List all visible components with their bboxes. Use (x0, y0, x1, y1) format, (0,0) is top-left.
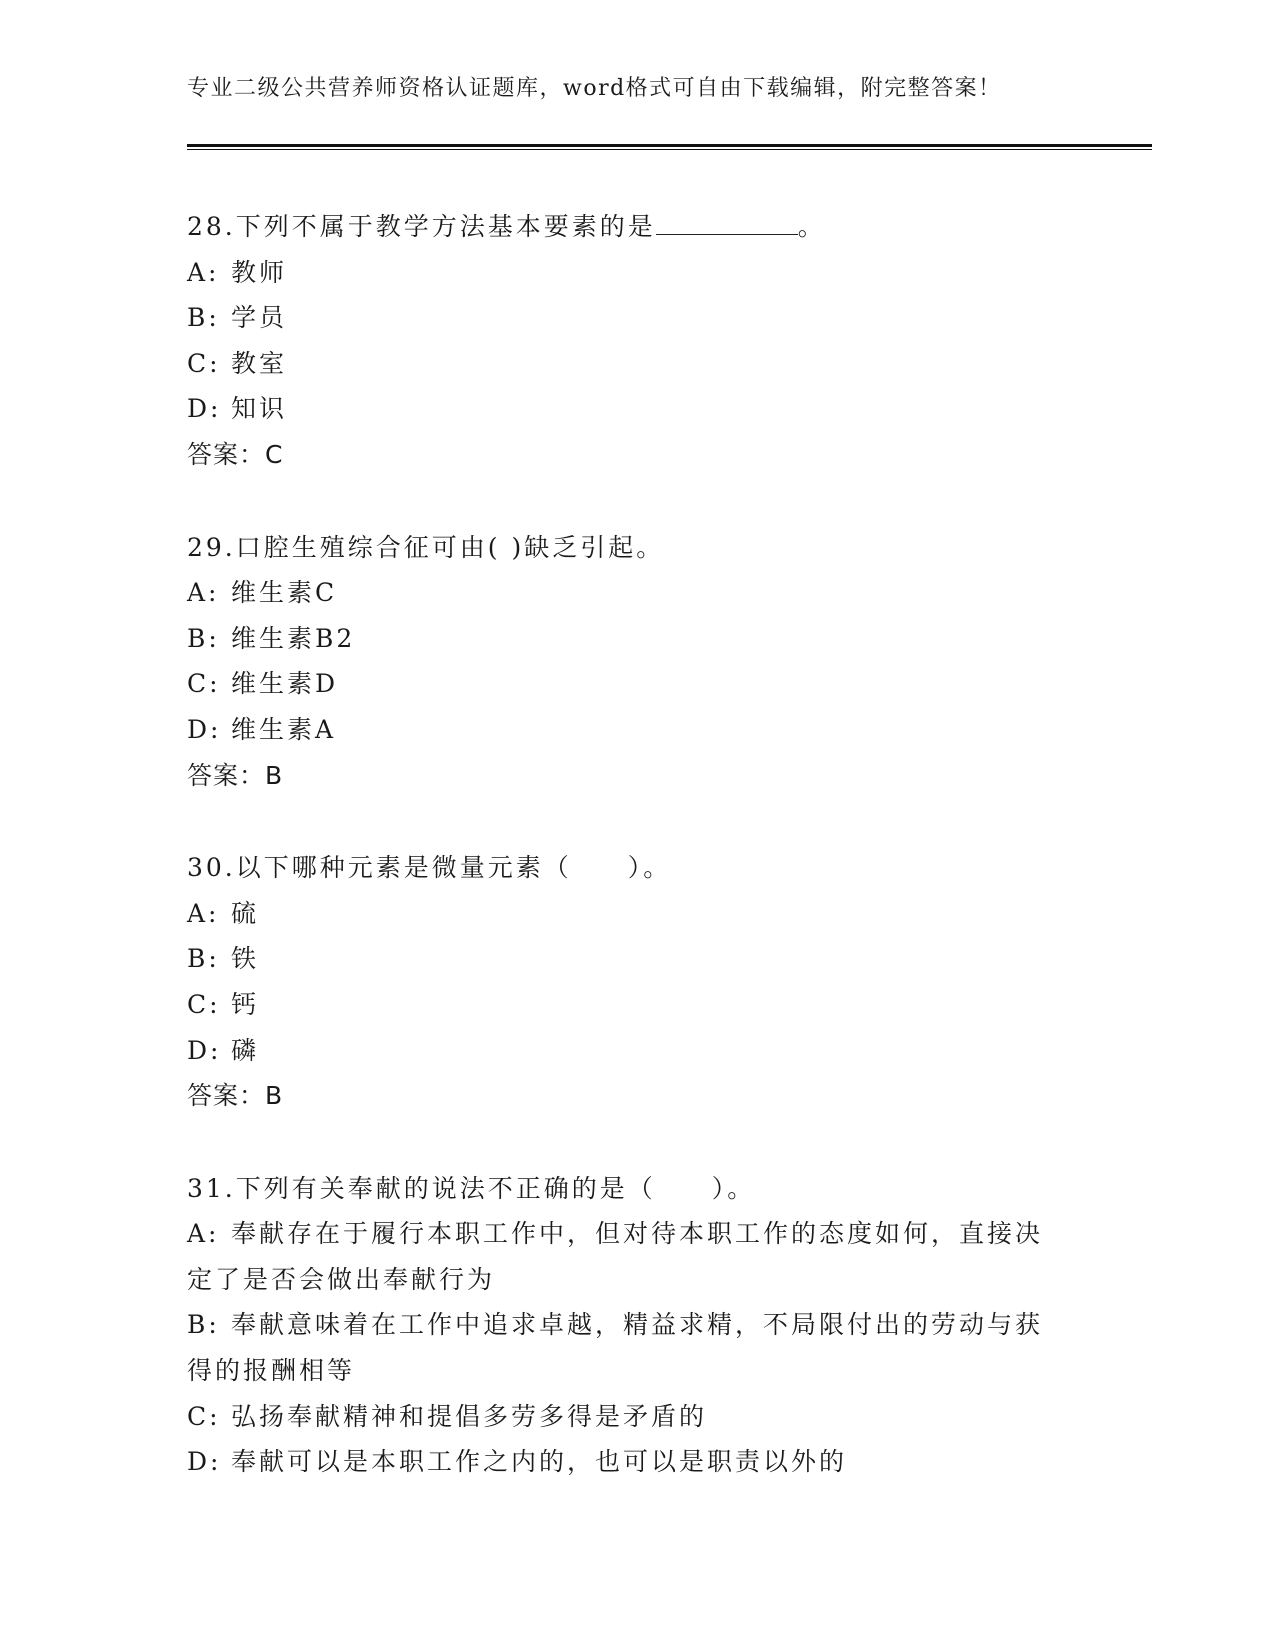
question-number: 29. (187, 532, 236, 562)
option-a (187, 570, 1087, 616)
answer-line: 答案：B (187, 760, 284, 790)
question-29 (187, 525, 1087, 799)
option-label: C: (187, 989, 221, 1019)
option-label: B: (187, 303, 220, 333)
option-label: A: (187, 898, 220, 928)
option-c (187, 982, 1087, 1028)
answer-line: 答案：C (187, 439, 284, 469)
option-text: 奉献可以是本职工作之内的，也可以是职责以外的 (231, 1447, 848, 1477)
question-text: 口腔生殖综合征可由( )缺乏引起。 (235, 532, 665, 562)
question-31 (187, 1166, 1087, 1485)
option-label: D: (187, 394, 222, 424)
option-label: D: (187, 1035, 222, 1065)
option-label: A: (187, 1219, 220, 1249)
option-a (187, 250, 1087, 296)
option-text: 教室 (231, 348, 288, 378)
question-28 (187, 204, 1087, 478)
option-label: D: (187, 714, 222, 744)
page-header: 专业二级公共营养师资格认证题库，word格式可自由下载编辑，附完整答案！ (187, 76, 1002, 101)
option-b (187, 616, 1087, 662)
option-text: 维生素D (231, 669, 339, 699)
option-text: 钙 (231, 989, 260, 1019)
question-stem (187, 1166, 1087, 1212)
option-d (187, 1028, 1087, 1074)
option-b (187, 295, 1087, 341)
option-label: C: (187, 669, 221, 699)
question-list (187, 204, 1087, 1532)
option-c (187, 1394, 1067, 1440)
answer-blank (656, 212, 798, 235)
option-label: B: (187, 623, 220, 653)
question-text: 下列不属于教学方法基本要素的是 (235, 212, 656, 241)
option-text: 弘扬奉献精神和提倡多劳多得是矛盾的 (231, 1401, 708, 1431)
option-text: 知识 (231, 394, 288, 424)
question-30 (187, 845, 1087, 1119)
question-text: 下列有关奉献的说法不正确的是（ ）。 (235, 1173, 756, 1203)
option-label: B: (187, 944, 220, 974)
header-divider (187, 144, 1152, 150)
option-label: A: (187, 578, 220, 608)
option-c (187, 661, 1087, 707)
question-number: 31. (187, 1173, 236, 1203)
option-text: 奉献意味着在工作中追求卓越，精益求精，不局限付出的劳动与获得的报酬相等 (187, 1310, 1044, 1386)
option-text: 维生素B2 (231, 623, 356, 653)
option-d (187, 707, 1087, 753)
option-text: 维生素C (231, 578, 338, 608)
option-text: 硫 (231, 898, 260, 928)
question-number: 28. (187, 212, 236, 241)
option-b (187, 1302, 1067, 1393)
option-label: B: (187, 1310, 220, 1340)
question-stem (187, 525, 1087, 571)
question-text: 以下哪种元素是微量元素（ ）。 (235, 853, 672, 883)
option-d (187, 1439, 1067, 1485)
option-d (187, 386, 1087, 432)
option-text: 磷 (231, 1035, 260, 1065)
option-a (187, 1211, 1067, 1302)
option-label: C: (187, 1401, 221, 1431)
option-c (187, 341, 1087, 387)
question-number: 30. (187, 853, 236, 883)
option-text: 铁 (231, 944, 260, 974)
question-text-end: 。 (797, 212, 826, 241)
option-text: 教师 (231, 257, 288, 287)
answer-line: 答案：B (187, 1081, 284, 1111)
question-stem (187, 845, 1087, 891)
option-label: A: (187, 257, 220, 287)
option-b (187, 936, 1087, 982)
option-a (187, 891, 1087, 937)
option-text: 学员 (231, 303, 288, 333)
option-text: 奉献存在于履行本职工作中，但对待本职工作的态度如何，直接决定了是否会做出奉献行为 (187, 1219, 1044, 1294)
option-text: 维生素A (231, 714, 337, 744)
question-stem (187, 204, 1087, 250)
option-label: D: (187, 1447, 222, 1477)
option-label: C: (187, 348, 221, 378)
